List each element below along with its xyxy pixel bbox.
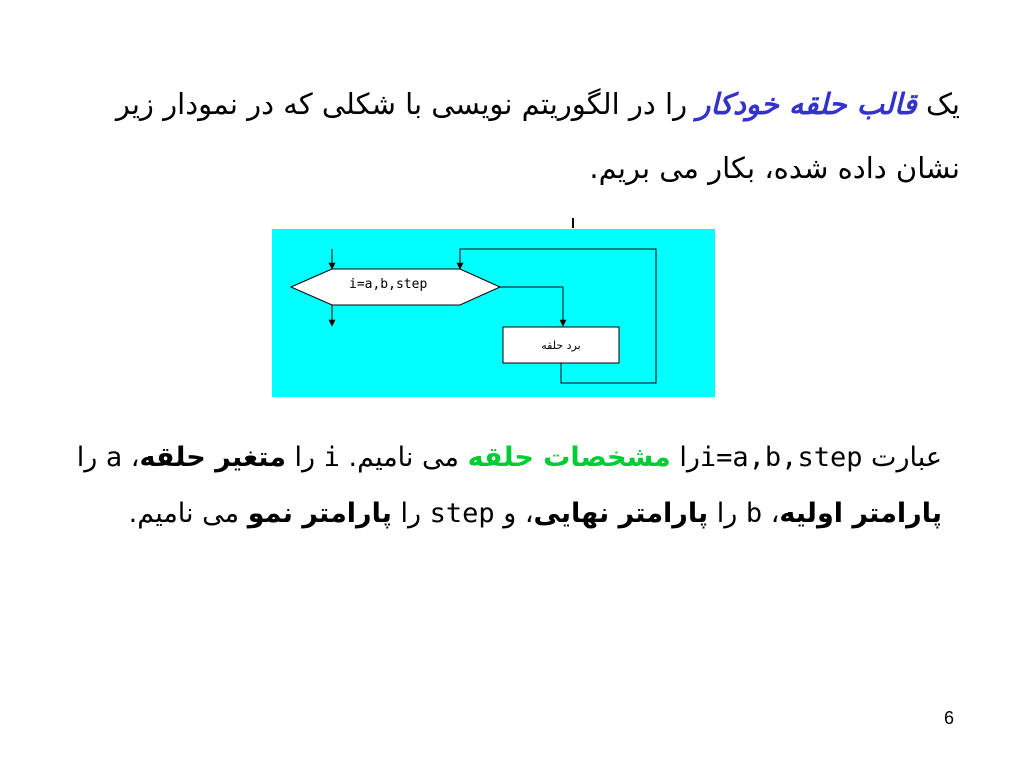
exp-term-initial: پارامتر اولیه bbox=[779, 498, 942, 529]
exp-text-6: را bbox=[76, 442, 106, 473]
exp-text-9: ، و bbox=[494, 498, 534, 529]
exp-text-2: را bbox=[670, 442, 700, 473]
exp-text-10: را bbox=[391, 498, 430, 529]
loop-flowchart bbox=[272, 229, 715, 397]
exp-term-loop-spec: مشخصات حلقه bbox=[467, 442, 671, 473]
exp-text-7: ، bbox=[762, 498, 780, 529]
exp-term-loop-var: متغیر حلقه bbox=[139, 442, 286, 473]
exp-text-11: می نامیم. bbox=[128, 498, 248, 529]
exp-text-5: ، bbox=[122, 442, 140, 473]
exp-text-4: را bbox=[285, 442, 324, 473]
exp-code-step: step bbox=[429, 498, 495, 529]
page-number: 6 bbox=[944, 708, 955, 728]
exp-code-b: b bbox=[745, 498, 763, 529]
body-arrow bbox=[500, 287, 563, 326]
intro-text-after: را در الگوریتم نویسی با شکلی که در نمودار زیر نشان داده شده، بکار می بریم. bbox=[115, 87, 960, 185]
exp-text-3: می نامیم. bbox=[339, 442, 468, 473]
exp-code-spec: i=a,b,step bbox=[699, 442, 863, 473]
intro-text-before: یک bbox=[916, 87, 960, 121]
exp-code-a: a bbox=[105, 442, 123, 473]
intro-highlight: قالب حلقه خودکار bbox=[696, 87, 917, 121]
flowchart-drawing bbox=[272, 229, 715, 397]
exp-text-8: را bbox=[708, 498, 746, 529]
exp-term-final: پارامتر نهایی bbox=[533, 498, 709, 529]
loop-body-label: برد حلقه bbox=[541, 338, 581, 352]
exp-text-1: عبارت bbox=[862, 442, 942, 473]
loop-spec-label: i=a,b,step bbox=[349, 277, 428, 292]
exp-code-i: i bbox=[323, 442, 340, 473]
exp-term-increment: پارامتر نمو bbox=[247, 498, 392, 529]
stray-mark bbox=[572, 218, 574, 228]
explanation-paragraph bbox=[70, 430, 942, 542]
intro-paragraph bbox=[100, 72, 960, 200]
